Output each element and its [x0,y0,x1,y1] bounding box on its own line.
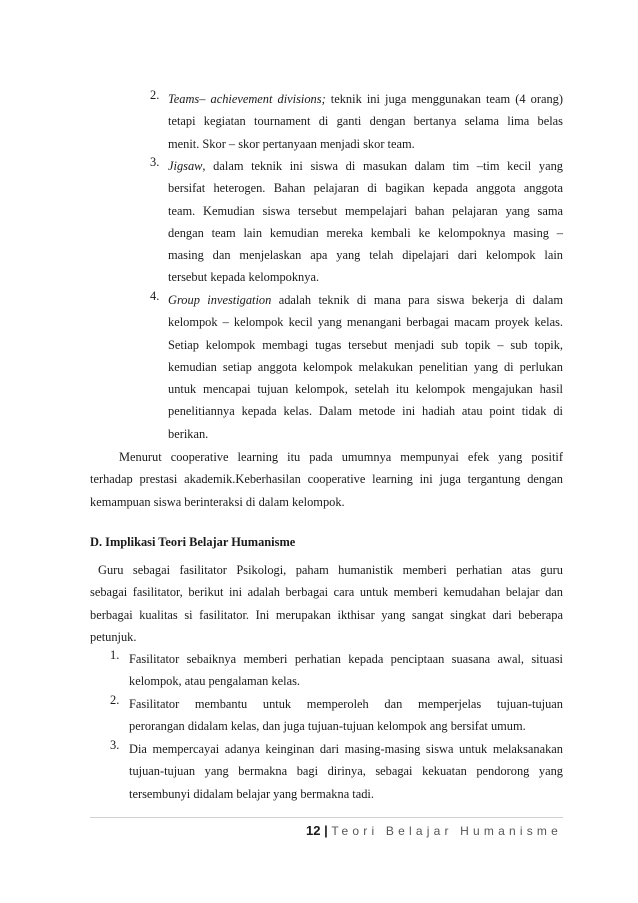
page-number: 12 [305,823,321,838]
footer-divider [90,817,563,818]
footer-separator: | [324,823,328,838]
list-number: 3. [150,155,160,169]
list-item-jigsaw: 3. Jigsaw, dalam teknik ini siswa di masukan dalam tim –tim kecil yang bersifat heterogen. Bahan pelajaran di bagikan kepada anggota anggota team. Kemudian siswa tersebut mempelajari bahan pelajaran yang sama dengan team lain kemudian mereka kembali ke kelompoknya masing – masing dan menjelaskan apa yang telah dipelajari dari kelompok lain tersebut kepada kelompoknya. [150,155,563,285]
list-number: 2. [150,88,160,102]
term: Teams– achievement divisions; [168,92,326,106]
list-number: 4. [150,289,160,303]
term: Group investigation [168,293,272,307]
footer-title: Teori Belajar Humanisme [331,824,562,838]
list-item-teams-achievement: 2. Teams– achievement divisions; teknik ini juga menggunakan team (4 orang) tetapi kegiatan tournament di ganti dengan bertanya selama lima belas menit. Skor – skor pertanyaan menjadi skor team. [150,88,563,151]
paragraph-guru-fasilitator: Guru sebagai fasilitator Psikologi, paham humanistik memberi perhatian atas guru sebagai fasilitator, berikut ini adalah berbagai cara untuk memberi kemudahan belajar dan berbagai kualitas si fasilitator. Ini merupakan ikthisar yang sangat singkat dari beberapa petunjuk. [90,563,563,644]
term: Jigsaw [168,159,203,173]
paragraph-cooperative-learning: Menurut cooperative learning itu pada umumnya mempunyai efek yang positif terhadap prestasi akademik.Keberhasilan cooperative learning ini juga tergantung dengan kemampuan siswa berinteraksi di dalam kelompok. [90,450,563,509]
list-number: 2. [110,693,120,707]
list-item-fasilitator-2: 2. Fasilitator membantu untuk memperoleh dan memperjelas tujuan-tujuan perorangan didalam kelas, dan juga tujuan-tujuan kelompok ang bersifat umum. [110,693,563,734]
list-item-fasilitator-1: 1. Fasilitator sebaiknya memberi perhatian kepada penciptaan suasana awal, situasi kelompok, atau pengalaman kelas. [110,648,563,689]
list-item-group-investigation: 4. Group investigation adalah teknik di mana para siswa bekerja di dalam kelompok – kelompok kecil yang menangani berbagai macam proyek kelas. Setiap kelompok membagi tugas tersebut menjadi sub topik – sub topik, kemudian setiap anggota kelompok melakukan penelitian yang di perlukan untuk mencapai tujuan kelompok, setelah itu kelompok mengajukan hasil penelitiannya kepada kelas. Dalam metode ini hadiah atau point tidak di berikan. [150,289,563,441]
list-number: 1. [110,648,120,662]
page-footer [306,823,562,838]
list-item-fasilitator-3: 3. Dia mempercayai adanya keinginan dari masing-masing siswa untuk melaksanakan tujuan-tujuan yang bermakna bagi dirinya, sebagai kekuatan pendorong yang tersembunyi didalam belajar yang bermakna tadi. [110,738,563,801]
section-heading: D. Implikasi Teori Belajar Humanisme [90,535,296,549]
list-number: 3. [110,738,120,752]
